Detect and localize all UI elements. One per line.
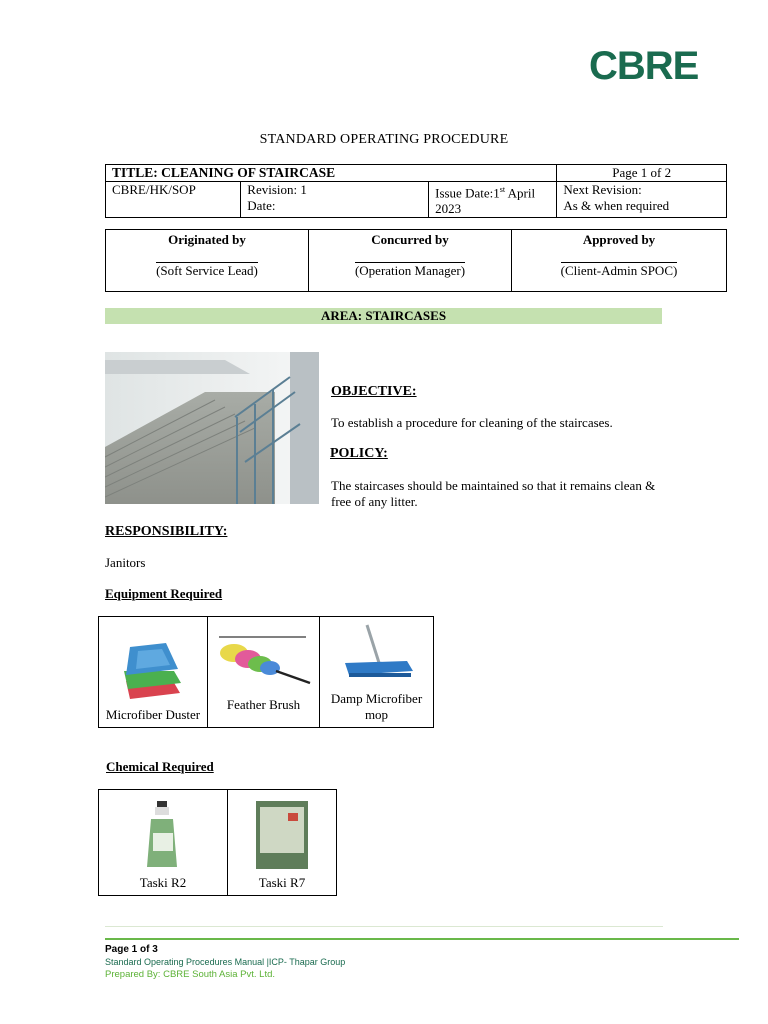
footer-page: Page 1 of 3 xyxy=(105,944,158,955)
feather-brush-icon xyxy=(214,633,314,693)
issue-date-text: Issue Date:1 xyxy=(435,185,500,201)
concurred-cell xyxy=(309,230,512,292)
doc-code: CBRE/HK/SOP xyxy=(106,182,241,218)
equipment-item xyxy=(208,617,320,728)
responsibility-heading: RESPONSIBILITY: xyxy=(105,524,228,539)
chemical-item xyxy=(228,790,337,896)
equipment-item xyxy=(320,617,434,728)
revision: Revision: 1 xyxy=(247,182,307,197)
objective-heading: OBJECTIVE: xyxy=(331,384,417,399)
concurred-label: Concurred by xyxy=(371,232,449,247)
area-banner: AREA: STAIRCASES xyxy=(105,308,662,324)
equipment-table xyxy=(98,616,434,728)
page-label: Page 1 of 2 xyxy=(557,165,727,182)
footer-divider xyxy=(105,938,739,940)
policy-text: The staircases should be maintained so that it remains clean & free of any litter. xyxy=(331,478,656,509)
approvals-table xyxy=(105,229,727,292)
concurred-role: (Operation Manager) xyxy=(354,263,466,278)
footer-prepared-by: Prepared By: CBRE South Asia Pvt. Ltd. xyxy=(105,969,276,980)
issue-date xyxy=(429,182,557,218)
originated-cell xyxy=(106,230,309,292)
spray-bottle-icon xyxy=(143,801,183,871)
footer-manual: Standard Operating Procedures Manual |ICP- Thapar Group xyxy=(105,957,346,967)
objective-text: To establish a procedure for cleaning of the staircases. xyxy=(331,415,613,430)
approved-label: Approved by xyxy=(582,232,656,247)
document-heading: STANDARD OPERATING PROCEDURE xyxy=(259,132,509,147)
equipment-heading: Equipment Required xyxy=(105,586,223,601)
equipment-label: Damp Microfiber mop xyxy=(330,691,423,722)
chemicals-table xyxy=(98,789,337,896)
revision-cell xyxy=(241,182,429,218)
date-label: Date: xyxy=(247,198,276,213)
originated-label: Originated by xyxy=(168,232,246,247)
chemical-item xyxy=(99,790,228,896)
mop-icon xyxy=(337,623,417,687)
cbre-logo: CBRE xyxy=(589,44,699,88)
chemicals-heading: Chemical Required xyxy=(106,759,214,774)
chemical-box-icon xyxy=(252,799,312,871)
next-revision-label: Next Revision: xyxy=(563,182,642,197)
staircase-photo xyxy=(105,352,319,504)
footer-divider-light xyxy=(105,926,663,927)
policy-heading: POLICY: xyxy=(330,446,388,461)
approved-cell xyxy=(512,230,727,292)
issue-date-sup: st xyxy=(499,185,506,194)
chemical-label: Taski R7 xyxy=(258,875,306,890)
sop-header-table xyxy=(105,164,727,218)
sop-title: TITLE: CLEANING OF STAIRCASE xyxy=(106,165,557,182)
equipment-label: Microfiber Duster xyxy=(105,707,201,722)
next-revision-value: As & when required xyxy=(563,198,670,213)
microfiber-cloth-icon xyxy=(118,641,188,703)
responsibility-text: Janitors xyxy=(105,555,146,570)
originated-role: (Soft Service Lead) xyxy=(156,263,258,278)
equipment-item xyxy=(99,617,208,728)
equipment-label: Feather Brush xyxy=(226,697,301,712)
approved-role: (Client-Admin SPOC) xyxy=(560,263,678,278)
chemical-label: Taski R2 xyxy=(139,875,187,890)
issue-date-rest: April 2023 xyxy=(435,185,536,217)
next-revision-cell xyxy=(557,182,727,218)
